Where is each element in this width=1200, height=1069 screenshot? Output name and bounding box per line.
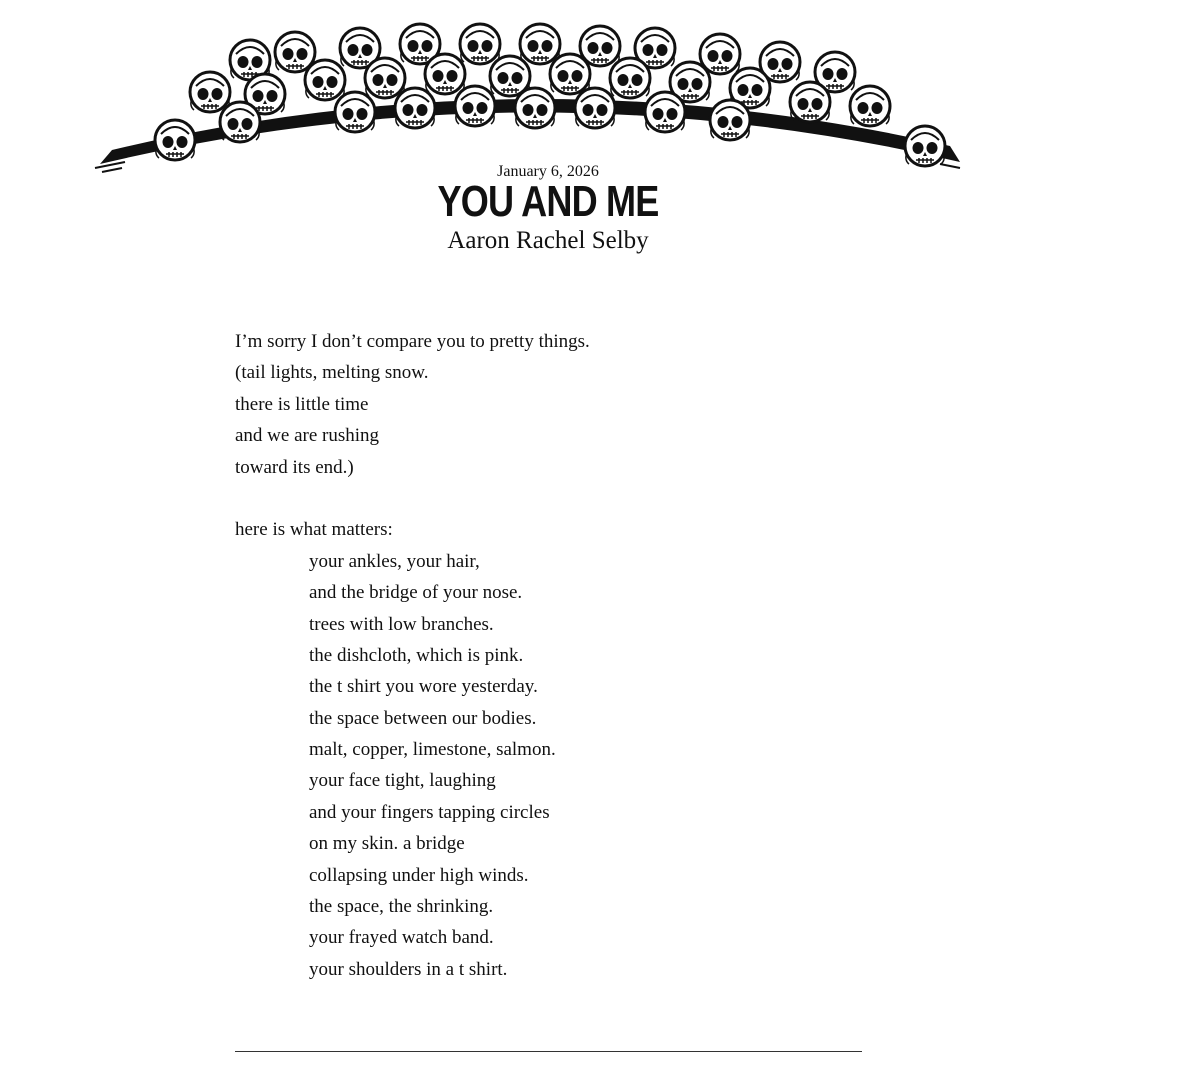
stanza-break — [235, 483, 875, 514]
poem-line: (tail lights, melting snow. — [235, 362, 429, 384]
poem-line: your frayed watch band. — [309, 927, 494, 949]
poem-line: trees with low branches. — [309, 613, 494, 635]
poem-line: on my skin. a bridge — [309, 833, 465, 855]
poem-line: and the bridge of your nose. — [309, 582, 523, 604]
poem-line: your ankles, your hair, — [309, 550, 480, 572]
poem-line: the space, the shrinking. — [309, 896, 494, 918]
poem-title: YOU AND ME — [437, 177, 659, 226]
poem-line: and your fingers tapping circles — [309, 801, 550, 823]
poem-line: here is what matters: — [235, 519, 393, 541]
poem-line: collapsing under high winds. — [309, 864, 529, 886]
poem-line: and we are rushing — [235, 425, 380, 447]
poem-line: your shoulders in a t shirt. — [309, 958, 508, 980]
poem-author: Aaron Rachel Selby — [447, 227, 649, 254]
divider — [235, 1051, 862, 1052]
poem-line: the dishcloth, which is pink. — [309, 644, 524, 666]
poem-line: your face tight, laughing — [309, 770, 496, 792]
skull-pile-icon — [90, 22, 970, 182]
poem-body — [235, 326, 875, 985]
poem-line: the space between our bodies. — [309, 707, 537, 729]
poem-line: there is little time — [235, 393, 369, 415]
poem-line: toward its end.) — [235, 456, 354, 478]
poem-line: the t shirt you wore yesterday. — [309, 676, 538, 698]
poem-line: malt, copper, limestone, salmon. — [309, 739, 556, 761]
post-date: January 6, 2026 — [497, 163, 599, 180]
poem-line: I’m sorry I don’t compare you to pretty things. — [235, 331, 590, 352]
